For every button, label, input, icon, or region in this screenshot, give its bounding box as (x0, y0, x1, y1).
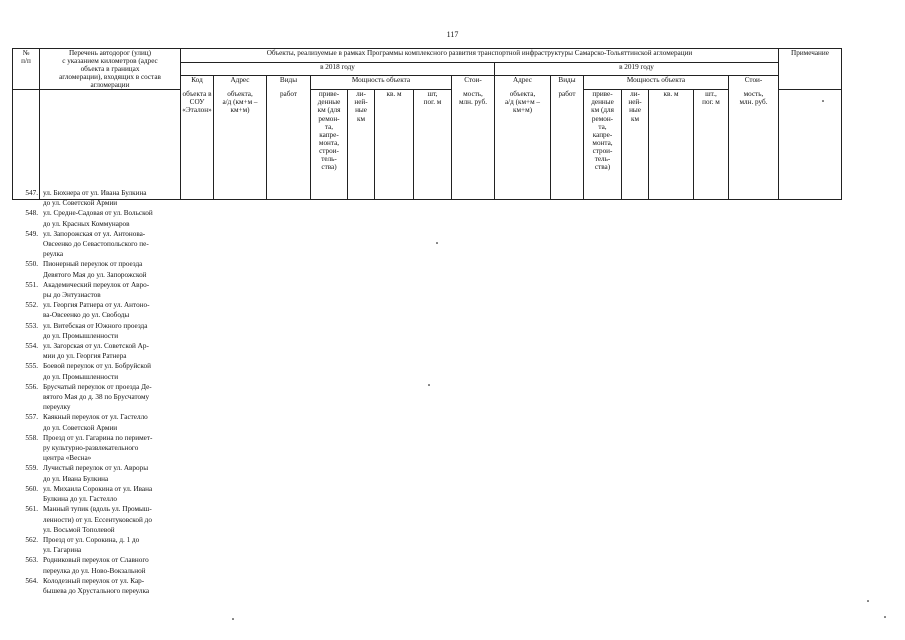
header-note-body (779, 90, 842, 200)
road-name-line: Колодезный переулок от ул. Кар- (43, 576, 145, 585)
road-name-line: до ул. Советской Армии (43, 423, 118, 432)
scan-speck (436, 242, 438, 244)
list-item (12, 555, 182, 575)
header-table (12, 48, 842, 200)
row-number: 552. (25, 301, 38, 310)
row-number: 560. (25, 484, 38, 493)
road-name-line: Родниковый переулок от Славного (43, 556, 149, 565)
header-adres-2019: Адрес (495, 76, 551, 90)
list-item (12, 280, 182, 300)
header-kod-body: объекта в СОУ «Эталон» (181, 90, 214, 200)
header-road-list-body (40, 90, 181, 200)
row-number: 564. (25, 576, 38, 585)
list-item (12, 208, 182, 228)
row-number: 547. (25, 189, 38, 197)
road-name (40, 341, 182, 361)
list-item (12, 504, 182, 535)
road-name (40, 412, 182, 432)
header-note: Примечание (779, 49, 842, 90)
road-name-line: ул. Михаила Сорокина от ул. Ивана (43, 484, 153, 493)
list-item (12, 412, 182, 432)
road-name-line: ул. Гагарина (43, 546, 82, 555)
road-name (40, 361, 182, 381)
scan-speck (232, 618, 234, 620)
road-name (40, 300, 182, 320)
road-name (40, 555, 182, 575)
header-year-2018: в 2018 году (181, 63, 495, 76)
header-lineinye-2019: ли- ней- ные км (622, 90, 649, 200)
road-name-line: Брусчатый переулок от проезда Де- (43, 382, 152, 391)
header-vidy-2018-body: работ (267, 90, 311, 200)
row-number: 554. (25, 342, 38, 351)
header-adres-2019-body: объекта, а/д (км+м – км+м) (495, 90, 551, 200)
row-number: 555. (25, 362, 38, 371)
header-privedennye-2019: приве- денные км (для ремон- та, капре- монта, строи- тель- ства) (584, 90, 622, 200)
road-list (12, 188, 182, 596)
header-num: № п/п (13, 49, 40, 90)
header-adres-2018: Адрес (214, 76, 267, 90)
road-name (40, 484, 182, 504)
road-name-line: Девятого Мая до ул. Запорожской (43, 270, 147, 279)
road-name-line: бышева до Хрустального переулка (43, 586, 150, 595)
road-name-line: Булкина до ул. Гастелло (43, 495, 117, 504)
row-number: 562. (25, 535, 38, 544)
road-name-line: переулку (43, 403, 71, 412)
header-kv-m-2018: кв. м (375, 90, 414, 200)
road-name (40, 321, 182, 341)
road-name (40, 208, 182, 228)
list-item (12, 259, 182, 279)
list-item (12, 188, 182, 208)
scan-speck (884, 616, 886, 618)
header-vidy-2018: Виды (267, 76, 311, 90)
header-vidy-2019-body: работ (551, 90, 584, 200)
row-number: 557. (25, 413, 38, 422)
road-name-line: мии до ул. Георгия Ратнера (43, 352, 127, 361)
road-name-line: до ул. Красных Коммунаров (43, 219, 130, 228)
road-name (40, 382, 182, 413)
header-stoimost-2019: Стои- (729, 76, 779, 90)
road-name (40, 433, 182, 464)
header-kod: Код (181, 76, 214, 90)
row-number: 556. (25, 382, 38, 391)
header-privedennye-2018: приве- денные км (для ремон- та, капре- монта, строи- тель- ства) (311, 90, 348, 200)
list-item (12, 341, 182, 361)
road-name-line: ул. Витебская от Южного проезда (43, 321, 148, 330)
list-item (12, 484, 182, 504)
list-item (12, 300, 182, 320)
road-name-line: до ул. Ивана Булкина (43, 474, 109, 483)
scan-speck (867, 600, 869, 602)
road-name-line: Проезд от ул. Сорокина, д. 1 до (43, 535, 140, 544)
list-item (12, 321, 182, 341)
row-number: 561. (25, 505, 38, 514)
row-number: 563. (25, 556, 38, 565)
list-item (12, 535, 182, 555)
road-name-line: переулка до ул. Ново-Вокзальной (43, 566, 146, 575)
page-number: 117 (446, 30, 459, 39)
road-name-line: Боевой переулок от ул. Бобруйской (43, 362, 151, 371)
road-name-line: до ул. Промышленности (43, 372, 119, 381)
header-num-body (13, 90, 40, 200)
row-number: 558. (25, 433, 38, 442)
road-name-line: Овсеенко до Севастопольского пе- (43, 240, 149, 249)
road-name (40, 188, 182, 208)
header-kv-m-2019: кв. м (649, 90, 694, 200)
road-name (40, 259, 182, 279)
road-name-line: Манный тупик (вдоль ул. Промыш- (43, 505, 152, 514)
header-stoimost-2018-body: мость, млн. руб. (452, 90, 495, 200)
header-road-list: Перечень автодорог (улиц) с указанием километров (адрес объекта в границах агломерации), входящих в состав агломерации (40, 49, 181, 90)
road-name-line: Каякный переулок от ул. Гастелло (43, 413, 148, 422)
header-year-2019: в 2019 году (495, 63, 779, 76)
road-name-line: ул. Средне-Садовая от ул. Вольской (43, 209, 153, 218)
road-name-line: ул. Бюхнера от ул. Ивана Булкина (43, 189, 147, 197)
row-number: 551. (25, 280, 38, 289)
header-sht-2018: шт, пог. м (414, 90, 452, 200)
road-name (40, 576, 182, 596)
road-name-line: ул. Восьмой Тополевой (43, 525, 115, 534)
scan-speck (822, 100, 824, 102)
road-name-line: реулка (43, 250, 64, 259)
list-item (12, 361, 182, 381)
header-vidy-2019: Виды (551, 76, 584, 90)
row-number: 553. (25, 321, 38, 330)
road-name (40, 504, 182, 535)
list-item (12, 433, 182, 464)
road-name-line: центра «Весна» (43, 454, 92, 463)
road-name-line: ва-Овсеенко до ул. Свободы (43, 311, 130, 320)
road-name-line: до ул. Промышленности (43, 331, 119, 340)
road-name-line: Пионерный переулок от проезда (43, 260, 143, 269)
header-moshchnost-2018: Мощность объекта (311, 76, 452, 90)
road-name (40, 463, 182, 483)
row-number: 550. (25, 260, 38, 269)
header-lineinye-2018: ли- ней- ные км (348, 90, 375, 200)
header-adres-2018-body: объекта, а/д (км+м – км+м) (214, 90, 267, 200)
road-name (40, 280, 182, 300)
header-sht-2019: шт., пог. м (694, 90, 729, 200)
row-number: 559. (25, 464, 38, 473)
road-name-line: Академический переулок от Авро- (43, 280, 150, 289)
header-objects: Объекты, реализуемые в рамках Программы комплексного развития транспортной инфраструктуры Самарско-Тольяттинской агломерации (181, 49, 779, 63)
list-item (12, 463, 182, 483)
list-item (12, 576, 182, 596)
scan-speck (428, 384, 430, 386)
road-name-line: ру культурно-развлекательного (43, 444, 139, 453)
road-name-line: до ул. Советской Армии (43, 199, 118, 208)
list-item (12, 229, 182, 260)
road-name-line: ленности) от ул. Ессентуковской до (43, 515, 152, 524)
header-stoimost-2018: Стои- (452, 76, 495, 90)
road-name-line: ры до Энтузиастов (43, 291, 101, 300)
road-name-line: Проезд от ул. Гагарина по перимет- (43, 433, 153, 442)
road-name-line: ул. Загорская от ул. Советской Ар- (43, 342, 149, 351)
road-name-line: ул. Георгия Ратнера от ул. Антоно- (43, 301, 150, 310)
road-name-line: вятого Мая до д. 38 по Брусчатому (43, 393, 150, 402)
list-item (12, 382, 182, 413)
header-moshchnost-2019: Мощность объекта (584, 76, 729, 90)
road-name (40, 535, 182, 555)
header-stoimost-2019-body: мость, млн. руб. (729, 90, 779, 200)
road-name (40, 229, 182, 260)
row-number: 548. (25, 209, 38, 218)
road-name-line: ул. Запорожская от ул. Антонова- (43, 229, 146, 238)
row-number: 549. (25, 229, 38, 238)
road-name-line: Лучистый переулок от ул. Авроры (43, 464, 149, 473)
